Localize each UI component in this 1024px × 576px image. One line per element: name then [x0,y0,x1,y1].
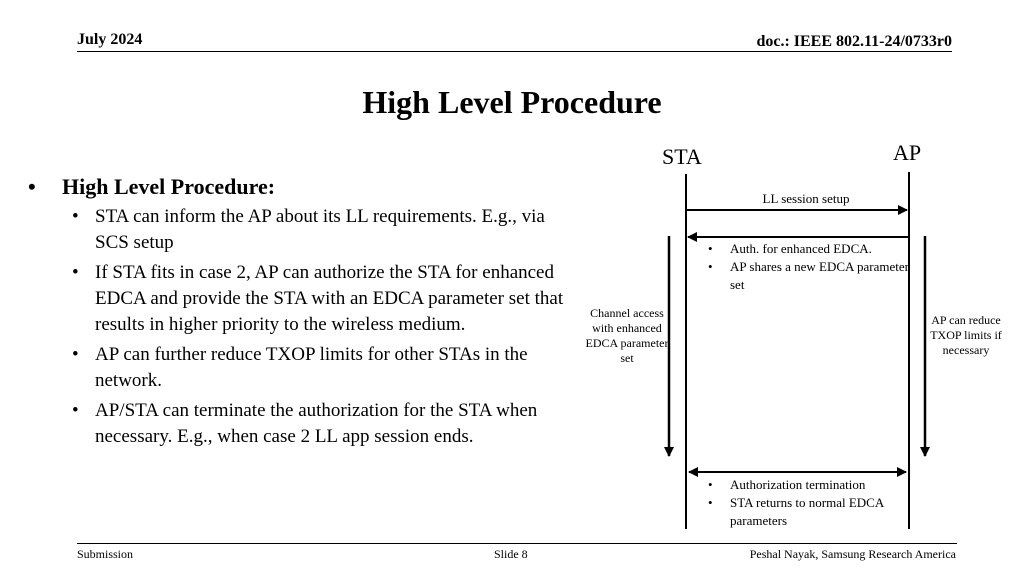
footer-left: Submission [77,547,134,561]
bullet-dot: • [72,262,79,283]
bullet-main-text: High Level Procedure: [62,174,276,199]
ap-response-note [704,240,914,294]
ap-response-item [704,258,914,294]
bullet-dot: • [28,174,36,199]
bullet-sub-text: AP can further reduce TXOP limits for other STAs in the network. [95,344,528,391]
termination-text: Authorization termination [730,477,866,492]
bullet-dot: • [72,206,79,227]
header-date: July 2024 [77,31,143,48]
bullet-dot: • [708,259,713,274]
sta-side-note: Channel access with enhanced EDCA parameter set [585,306,669,365]
termination-item [704,494,914,530]
bullet-dot: • [708,241,713,256]
header-doc-id: doc.: IEEE 802.11-24/0733r0 [756,33,952,50]
bullet-sub-text: If STA fits in case 2, AP can authorize the STA for enhanced EDCA and provide the STA with an EDCA parameter set that results in higher priority to the wireless medium. [95,262,564,335]
footer-right: Peshal Nayak, Samsung Research America [749,547,956,561]
bullet-sub-text: AP/STA can terminate the authorization for the STA when necessary. E.g., when case 2 LL app session ends. [95,400,538,447]
termination-text: STA returns to normal EDCA parameters [730,495,884,528]
slide-title: High Level Procedure [362,84,662,120]
ap-response-item [704,240,914,258]
bullet-dot: • [708,477,713,492]
footer-rule [77,543,957,544]
ap-response-text: AP shares a new EDCA parameter set [730,259,909,292]
session-setup-label: LL session setup [762,191,850,206]
ap-label: AP [893,140,922,165]
ap-response-text: Auth. for enhanced EDCA. [730,241,872,256]
bullet-dot: • [72,400,79,421]
ap-side-note: AP can reduce TXOP limits if necessary [930,313,1002,357]
bullet-dot: • [72,344,79,365]
sta-label: STA [662,144,702,169]
bullet-dot: • [708,495,713,510]
bullet-sub-text: STA can inform the AP about its LL requirements. E.g., via SCS setup [95,206,545,253]
termination-item [704,476,914,494]
footer-center: Slide 8 [494,547,528,561]
termination-note [704,476,914,530]
